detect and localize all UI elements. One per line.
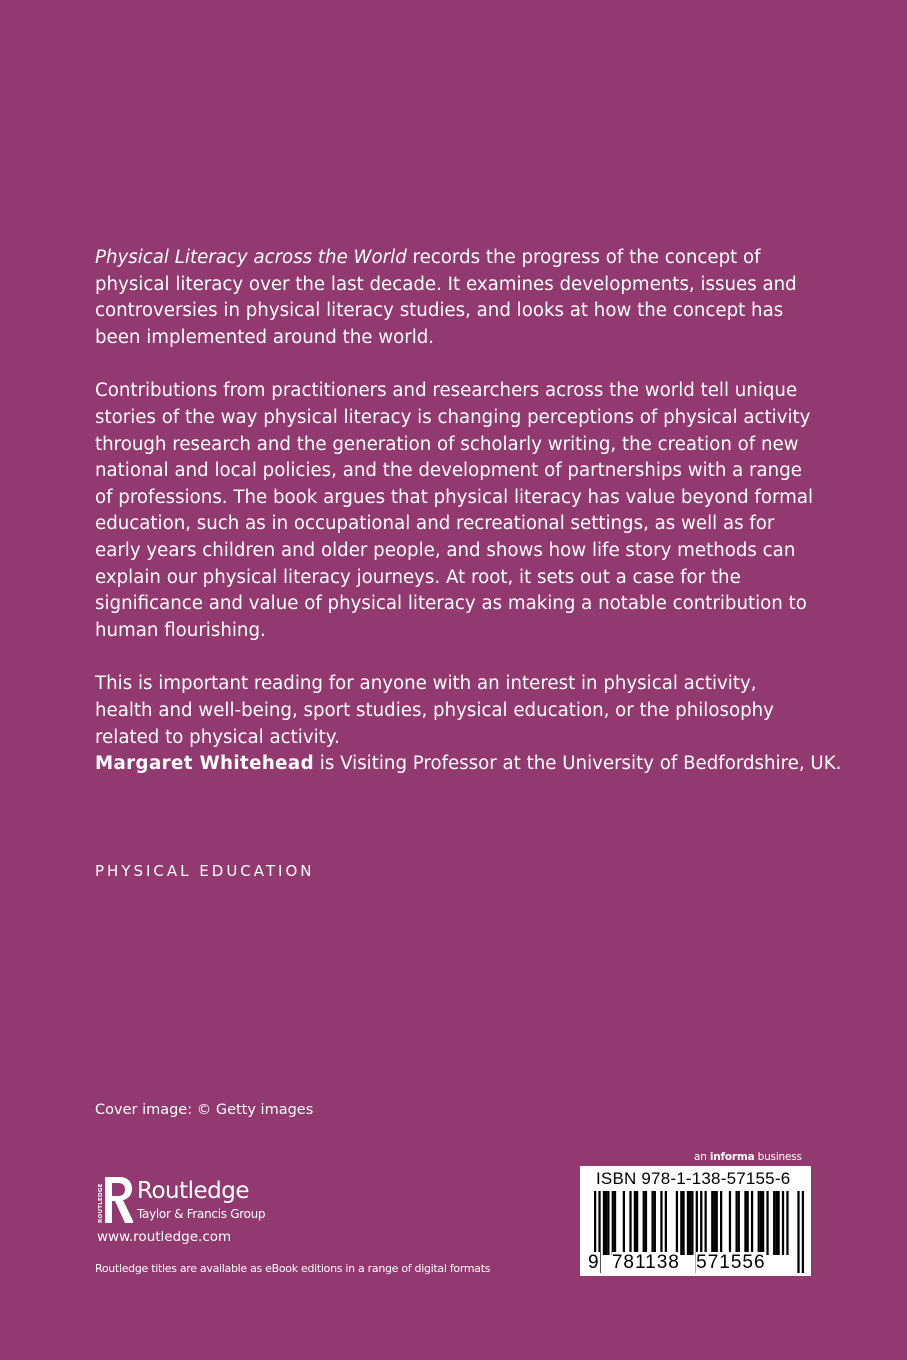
barcode-bar [680,1191,682,1255]
barcode-bar [777,1191,779,1255]
barcode-bar [735,1191,737,1255]
routledge-logo [95,1175,295,1225]
author-bio [95,750,855,777]
informa-tagline [694,1151,802,1163]
barcode-bar [705,1191,707,1255]
barcode-bar [786,1191,788,1255]
publisher-name: Routledge [137,1178,250,1204]
barcode-bar [689,1191,691,1255]
barcode-bar [614,1191,616,1255]
informa-suffix: business [754,1151,802,1163]
barcode-bar [651,1191,653,1255]
routledge-r-icon [95,1175,133,1225]
barcode-bar [676,1191,678,1255]
barcode-bar [636,1191,638,1255]
barcode-bar [645,1191,647,1255]
barcode-bar [716,1191,718,1255]
barcode-bar [660,1191,662,1255]
barcode-bar [766,1191,768,1255]
barcode-bar [607,1191,609,1255]
blurb [95,245,815,751]
barcode-bar [802,1191,804,1273]
ean-digits [588,1252,766,1274]
publisher-group: Taylor & Francis Group [137,1207,266,1221]
isbn-barcode [580,1166,811,1276]
subject-category: PHYSICAL EDUCATION [95,862,315,880]
barcode-bar [738,1191,740,1255]
informa-brand: informa [709,1151,755,1163]
author-name: Margaret Whitehead [95,753,315,774]
book-title: Physical Literacy across the World [95,247,407,268]
blurb-paragraph-2: Contributions from practitioners and researchers across the world tell unique stories of the way physical literacy is changing perceptions of physical activity through research and the generation of scholarly writing, the creation of new national and local policies, and the development of partnerships with a range of professions. The book argues that physical literacy has value beyond formal education, such as in occupational and recreational settings, as well as for early years children and older people, and shows how life story methods can explain our physical literacy journeys. At root, it sets out a case for the significance and value of physical literacy as making a notable contribution to human flourishing. [95,380,814,641]
barcode-bar [747,1191,749,1255]
barcode-bar [687,1191,689,1255]
cover-credit: Cover image: © Getty images [95,1102,314,1118]
barcode-bar [603,1191,605,1255]
barcode-bar [691,1191,693,1255]
ean-right-group: 571556 [696,1252,766,1273]
publisher-url[interactable]: www.routledge.com [97,1229,232,1245]
barcode-bar [605,1191,607,1255]
ean-left-group: 781138 [611,1252,680,1273]
barcode-bar [773,1191,775,1255]
barcode-bar [775,1191,777,1255]
routledge-vertical-label: ROUTLEDGE [98,1183,104,1223]
barcode-bar [744,1191,746,1255]
barcode-bar [612,1191,614,1255]
barcode-bar [782,1191,784,1255]
barcode-bar [634,1191,636,1255]
barcode-bar [713,1191,715,1255]
author-bio-text: is Visiting Professor at the University of Bedfordshire, UK. [314,753,842,774]
informa-prefix: an [694,1151,710,1163]
barcode-bar [762,1191,764,1255]
barcode-bar [758,1191,760,1255]
isbn-text: ISBN 978-1-138-57155-6 [596,1169,791,1188]
barcode-bar [623,1191,625,1255]
barcode-bar [682,1191,684,1255]
ebook-note: Routledge titles are available as eBook editions in a range of digital formats [95,1262,491,1275]
barcode-bar [711,1191,713,1255]
barcode-bar [665,1191,667,1255]
barcode-bar [760,1191,762,1255]
barcode-bar [643,1191,645,1255]
barcode-bar [751,1191,753,1255]
ean-first-digit: 9 [588,1252,600,1273]
barcode-bar [654,1191,656,1255]
barcode-bar [797,1191,799,1273]
blurb-paragraph-1-text: records the progress of the concept of physical literacy over the last decade. It examines developments, issues and controversies in physical literacy studies, and looks at how the concept has been implemented around the world. [95,247,797,348]
blurb-paragraph-3: This is important reading for anyone with an interest in physical activity, health and well-being, sport studies, physical education, or the philosophy related to physical activity. [95,673,774,748]
barcode-bar [629,1191,631,1255]
barcode-bar [720,1191,722,1255]
blurb-paragraph-1 [95,245,815,351]
barcode-bar [729,1191,731,1255]
